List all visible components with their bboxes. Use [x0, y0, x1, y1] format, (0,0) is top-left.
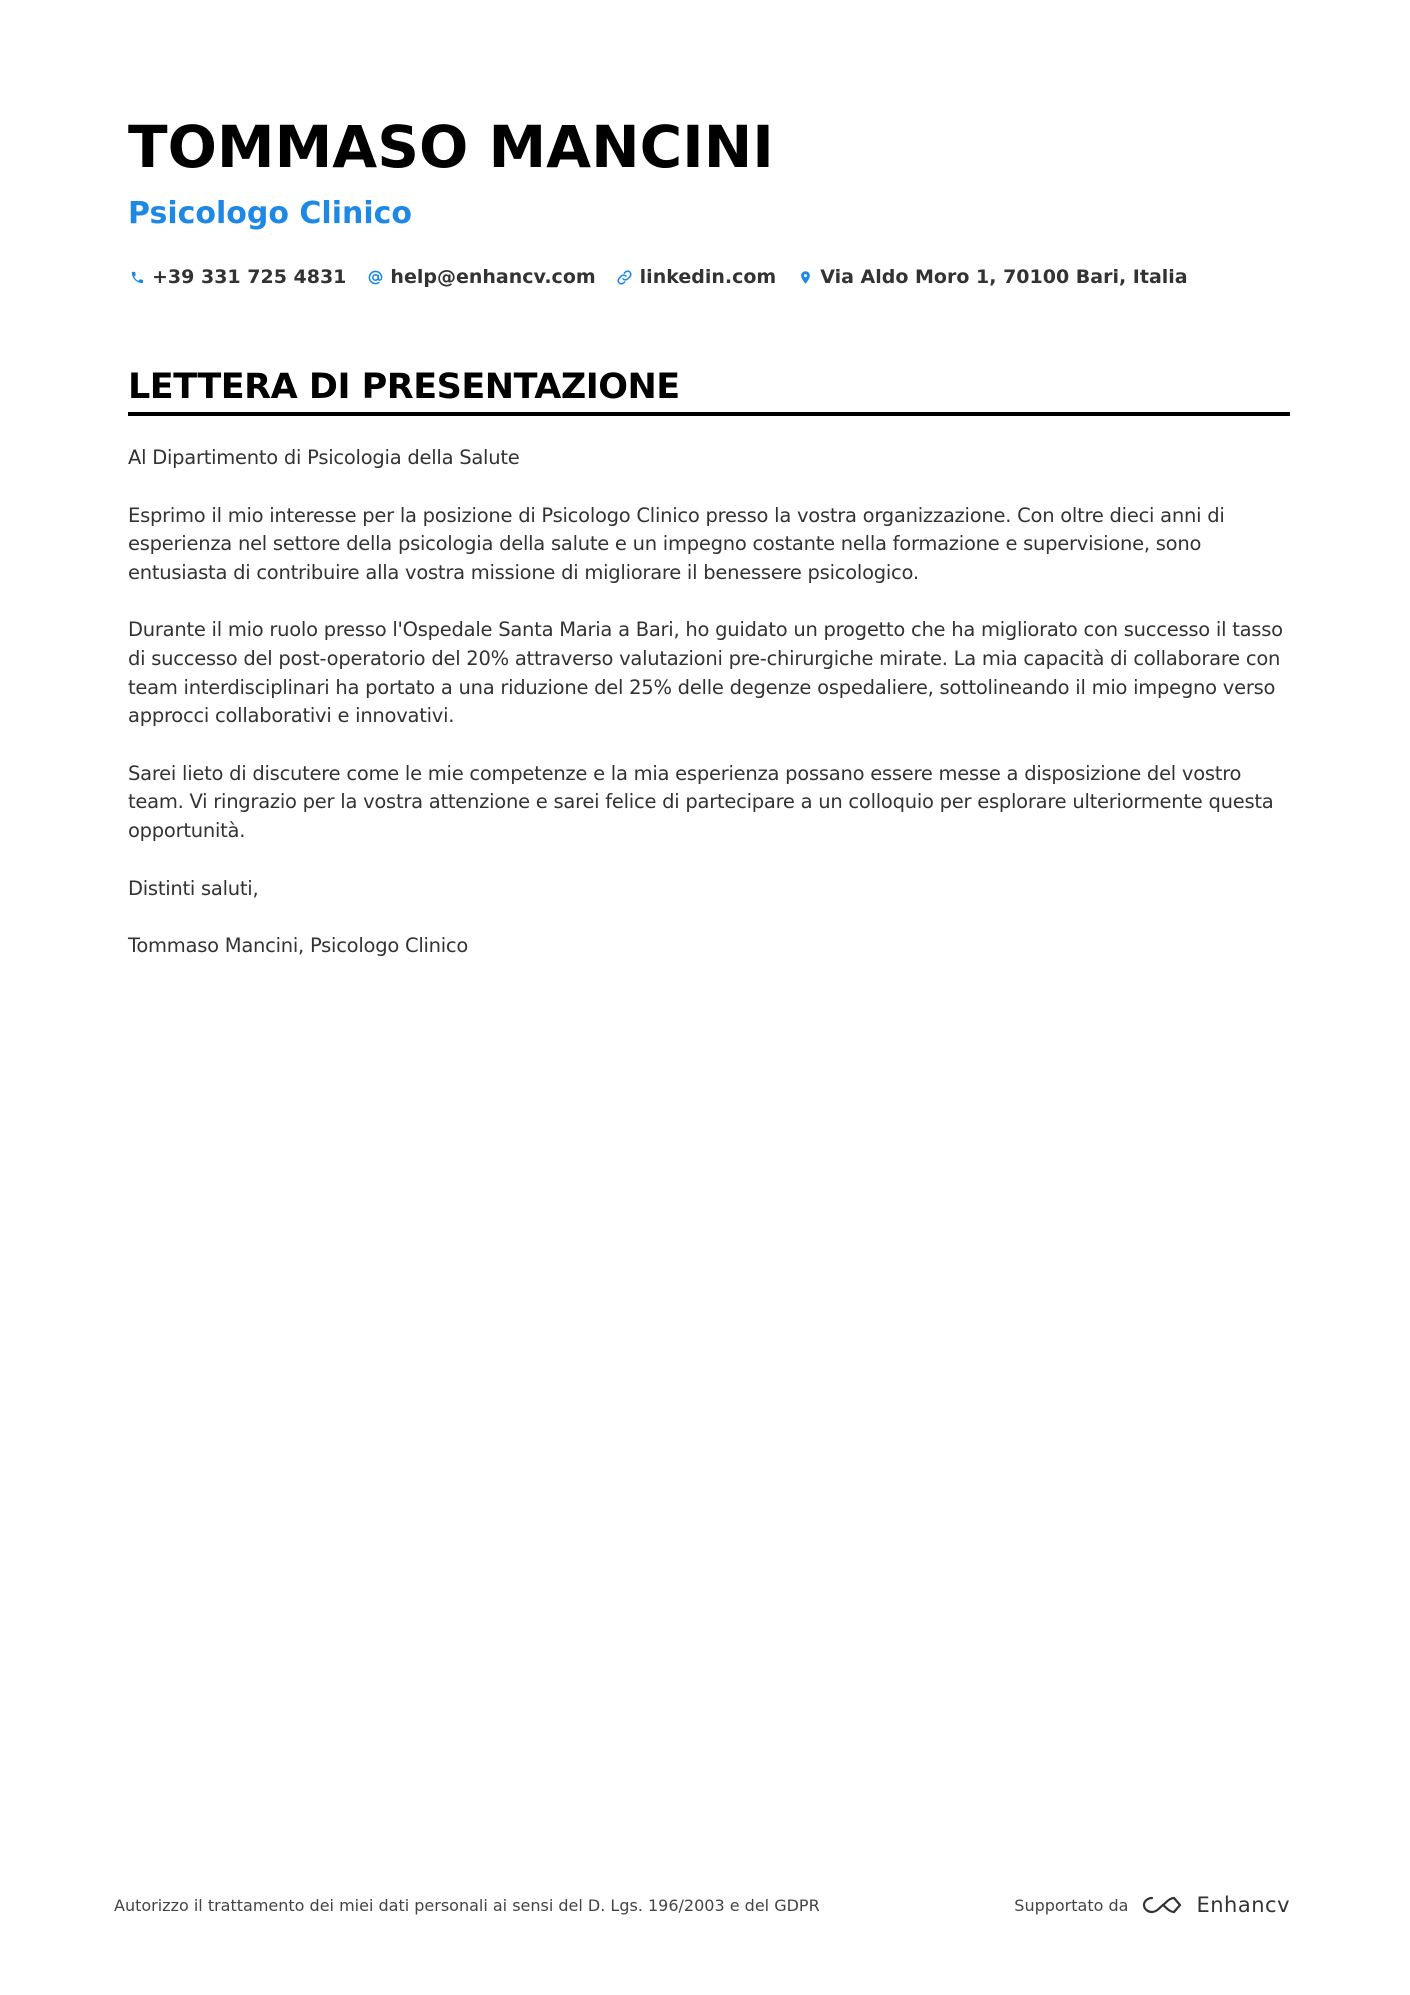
letter-closing: Distinti saluti,: [128, 876, 259, 900]
letter-signature: Tommaso Mancini, Psicologo Clinico: [128, 934, 469, 958]
enhancv-logo-icon: [1140, 1893, 1186, 1917]
contact-address-text: Via Aldo Moro 1, 70100 Bari, Italia: [820, 266, 1188, 288]
header: [128, 108, 1288, 292]
powered-by-label: Supportato da: [1014, 1895, 1129, 1915]
at-icon: [366, 268, 384, 286]
applicant-name: TOMMASO MANCINI: [128, 113, 774, 181]
letter-paragraph-3: Sarei lieto di discutere come le mie competenze e la mia esperienza possano essere messe a disposizione del vostro team. Vi ringrazio per la vostra attenzione e sarei felice di partecipare a un colloquio per esplorare ulteriormente questa opportunità.: [128, 761, 1274, 842]
contact-address: [796, 266, 1187, 288]
phone-icon: [128, 268, 146, 286]
contact-email: [366, 266, 595, 288]
letter-paragraph-1: Esprimo il mio interesse per la posizione di Psicologo Clinico presso la vostra organizzazione. Con oltre dieci anni di esperienza nel settore della psicologia della salute e un impegno costante nella formazione e supervisione, sono entusiasta di contribuire alla vostra missione di migliorare il benessere psicologico.: [128, 503, 1225, 584]
letter-body: [128, 444, 1290, 961]
letter-paragraph-2: Durante il mio ruolo presso l'Ospedale Santa Maria a Bari, ho guidato un progetto che ha migliorato con successo il tasso di successo del post-operatorio del 20% attraverso valutazioni pre-chirurgiche mirate. La mia capacità di collaborare con team interdisciplinari ha portato a una riduzione del 25% delle degenze ospedaliere, sottolineando il mio impegno verso approcci collaborativi e innovativi.: [128, 618, 1283, 728]
applicant-title: Psicologo Clinico: [128, 196, 413, 231]
contact-bar: [128, 262, 1288, 292]
contact-phone: [128, 266, 346, 288]
contact-linkedin-text: linkedin.com: [639, 266, 777, 288]
privacy-consent-note: Autorizzo il trattamento dei miei dati personali ai sensi del D. Lgs. 196/2003 e del GDPR: [114, 1895, 820, 1915]
contact-linkedin: [616, 266, 777, 288]
contact-email-text: help@enhancv.com: [390, 266, 596, 288]
cover-letter-section: [128, 364, 1290, 990]
link-icon: [616, 268, 634, 286]
section-title: LETTERA DI PRESENTAZIONE: [128, 367, 680, 407]
footer: [114, 1890, 1290, 1920]
location-pin-icon: [796, 268, 814, 286]
section-divider: [128, 412, 1290, 416]
letter-recipient: Al Dipartimento di Psicologia della Salute: [128, 446, 520, 469]
contact-phone-text: +39 331 725 4831: [152, 266, 347, 288]
powered-by: [1014, 1893, 1290, 1917]
brand-name: Enhancv: [1196, 1893, 1290, 1917]
